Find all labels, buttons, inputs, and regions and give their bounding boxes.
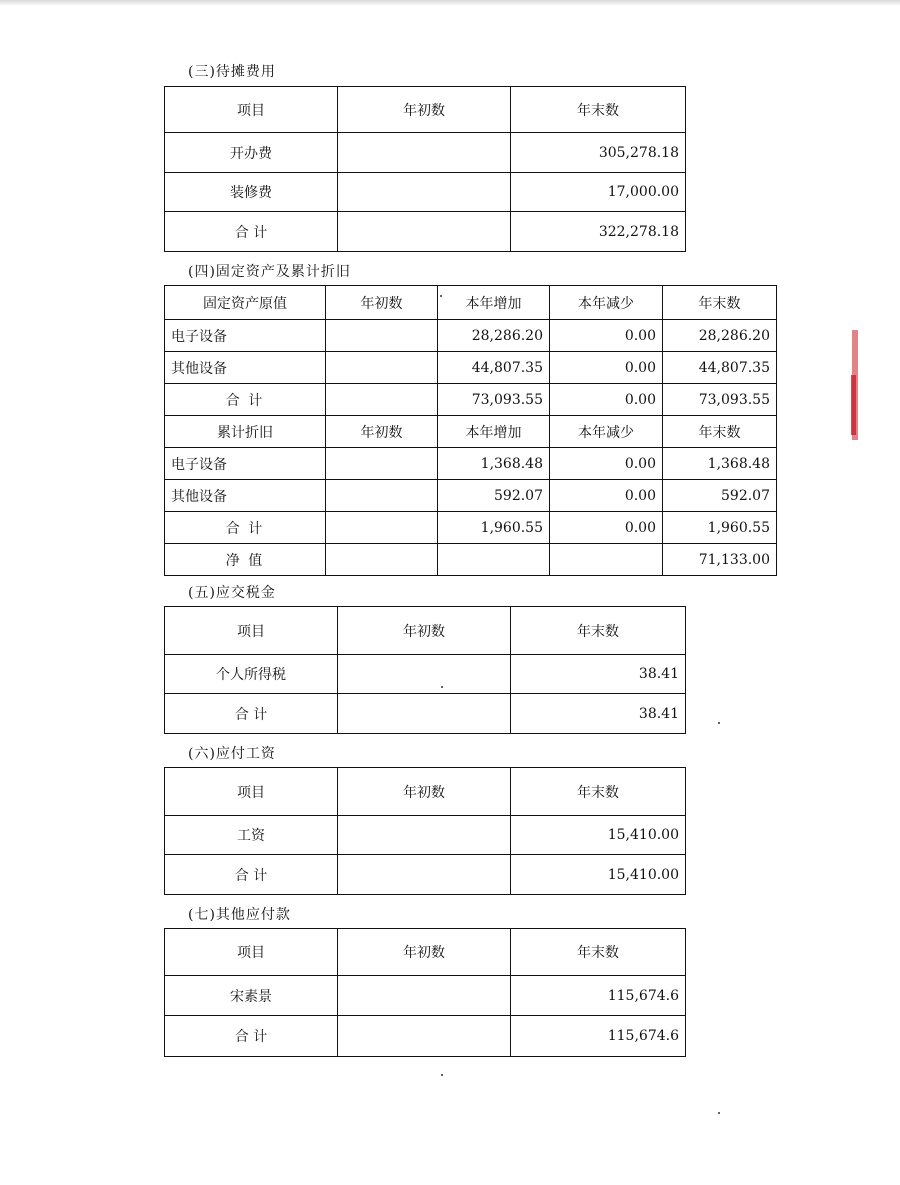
row-end: 38.41 [511, 694, 686, 734]
table-row [165, 816, 686, 855]
wages-table [164, 767, 686, 895]
header-begin: 年初数 [338, 607, 511, 655]
row-begin [338, 1016, 511, 1057]
row-begin [326, 320, 438, 352]
table-header-row [165, 607, 686, 655]
scan-speck [718, 1112, 720, 1114]
row-begin [338, 655, 511, 694]
taxes-table [164, 606, 686, 734]
table-row [165, 352, 777, 384]
row-end: 38.41 [511, 655, 686, 694]
header-item: 项目 [165, 768, 338, 816]
row-item: 合 计 [165, 855, 338, 895]
header-reduce: 本年减少 [550, 286, 663, 320]
net-value-end: 71,133.00 [663, 544, 777, 576]
row-reduce: 0.00 [550, 480, 663, 512]
header-end: 年末数 [511, 768, 686, 816]
row-end: 115,674.6 [511, 976, 686, 1016]
fixed-assets-table [164, 285, 777, 576]
table-row [165, 655, 686, 694]
header-begin: 年初数 [326, 416, 438, 448]
row-item: 电子设备 [165, 320, 326, 352]
total-row [165, 384, 777, 416]
row-begin [326, 512, 438, 544]
row-item: 宋素景 [165, 976, 338, 1016]
table-header-row [165, 929, 686, 976]
row-begin [338, 694, 511, 734]
row-end: 322,278.18 [511, 212, 686, 252]
row-add: 1,960.55 [438, 512, 550, 544]
header-end: 年末数 [663, 416, 777, 448]
header-reduce: 本年减少 [550, 416, 663, 448]
header-add: 本年增加 [438, 286, 550, 320]
table-row [165, 133, 686, 173]
header-item: 项目 [165, 929, 338, 976]
header-end: 年末数 [511, 87, 686, 133]
row-item: 合 计 [165, 694, 338, 734]
total-row [165, 1016, 686, 1057]
header-end: 年末数 [511, 607, 686, 655]
row-begin [326, 480, 438, 512]
table-row [165, 480, 777, 512]
row-end: 73,093.55 [663, 384, 777, 416]
row-reduce: 0.00 [550, 512, 663, 544]
header-begin: 年初数 [338, 87, 511, 133]
row-end: 1,960.55 [663, 512, 777, 544]
table-row [165, 173, 686, 212]
scan-speck [441, 686, 443, 688]
table-header-row [165, 768, 686, 816]
row-end: 17,000.00 [511, 173, 686, 212]
row-reduce: 0.00 [550, 352, 663, 384]
header-begin: 年初数 [338, 768, 511, 816]
row-reduce: 0.00 [550, 384, 663, 416]
row-item: 合 计 [165, 212, 338, 252]
header-add: 本年增加 [438, 416, 550, 448]
section-title-wages: (六)应付工资 [188, 746, 276, 762]
scan-speck [441, 1074, 443, 1076]
header-end: 年末数 [663, 286, 777, 320]
table-row [165, 320, 777, 352]
empty-cell [438, 544, 550, 576]
table-row [165, 448, 777, 480]
header-begin: 年初数 [326, 286, 438, 320]
row-begin [338, 855, 511, 895]
row-item: 合 计 [165, 1016, 338, 1057]
row-end: 44,807.35 [663, 352, 777, 384]
other-payables-table [164, 928, 686, 1057]
header-original-value: 固定资产原值 [165, 286, 326, 320]
red-stamp-fragment-core [851, 375, 856, 435]
table-header-row [165, 87, 686, 133]
row-begin [338, 816, 511, 855]
row-begin [326, 384, 438, 416]
row-add: 1,368.48 [438, 448, 550, 480]
scan-top-edge [0, 0, 900, 6]
row-end: 305,278.18 [511, 133, 686, 173]
table-header-row [165, 286, 777, 320]
row-reduce: 0.00 [550, 448, 663, 480]
row-begin [338, 173, 511, 212]
row-item: 装修费 [165, 173, 338, 212]
row-item: 合 计 [165, 384, 326, 416]
row-item: 个人所得税 [165, 655, 338, 694]
row-begin [338, 212, 511, 252]
total-row [165, 512, 777, 544]
header-end: 年末数 [511, 929, 686, 976]
table-row [165, 976, 686, 1016]
header-depreciation: 累计折旧 [165, 416, 326, 448]
section-title-taxes: (五)应交税金 [188, 585, 276, 601]
scan-speck [718, 722, 720, 724]
row-reduce: 0.00 [550, 320, 663, 352]
section-title-other-payables: (七)其他应付款 [188, 907, 291, 923]
row-end: 1,368.48 [663, 448, 777, 480]
row-end: 15,410.00 [511, 816, 686, 855]
row-begin [338, 133, 511, 173]
row-item: 电子设备 [165, 448, 326, 480]
net-value-row [165, 544, 777, 576]
header-item: 项目 [165, 87, 338, 133]
net-value-label: 净 值 [165, 544, 326, 576]
row-end: 115,674.6 [511, 1016, 686, 1057]
row-add: 28,286.20 [438, 320, 550, 352]
scan-speck [440, 295, 442, 297]
row-end: 15,410.00 [511, 855, 686, 895]
row-item: 开办费 [165, 133, 338, 173]
total-row [165, 855, 686, 895]
section-title-prepaid: (三)待摊费用 [188, 64, 276, 80]
header-begin: 年初数 [338, 929, 511, 976]
row-item: 其他设备 [165, 480, 326, 512]
empty-cell [326, 544, 438, 576]
total-row [165, 694, 686, 734]
row-begin [326, 352, 438, 384]
row-add: 592.07 [438, 480, 550, 512]
empty-cell [550, 544, 663, 576]
total-row [165, 212, 686, 252]
row-item: 合 计 [165, 512, 326, 544]
row-end: 592.07 [663, 480, 777, 512]
prepaid-table [164, 86, 686, 252]
section-title-fixed-assets: (四)固定资产及累计折旧 [188, 264, 351, 280]
header-item: 项目 [165, 607, 338, 655]
row-add: 44,807.35 [438, 352, 550, 384]
row-end: 28,286.20 [663, 320, 777, 352]
table-header-row [165, 416, 777, 448]
row-begin [326, 448, 438, 480]
row-item: 工资 [165, 816, 338, 855]
row-begin [338, 976, 511, 1016]
row-add: 73,093.55 [438, 384, 550, 416]
row-item: 其他设备 [165, 352, 326, 384]
